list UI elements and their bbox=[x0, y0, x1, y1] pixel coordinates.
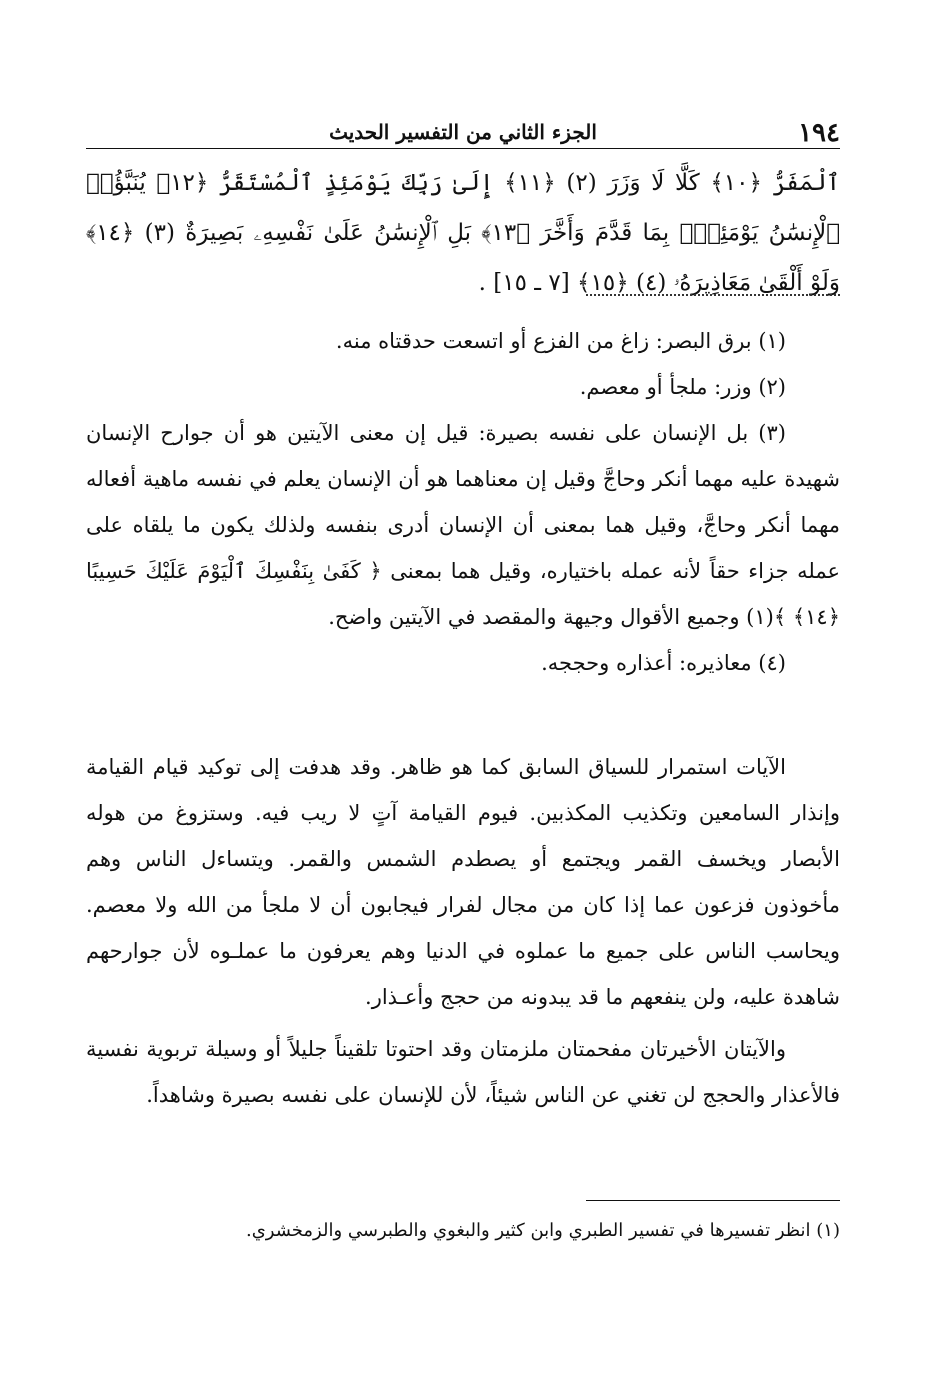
page-number: ١٩٤ bbox=[798, 118, 840, 148]
footnote: (١) انظر تفسيرها في تفسير الطبري وابن كثير والبغوي والطبرسي والزمخشري. bbox=[245, 1220, 840, 1241]
gloss-note-1: (١) برق البصر: زاغ من الفزع أو اتسعت حدقتاه منه. bbox=[335, 329, 786, 353]
footnote-separator bbox=[586, 1200, 840, 1201]
dotted-separator bbox=[586, 294, 840, 296]
commentary-paragraph-2: والآيتان الأخيرتان مفحمتان ملزمتان وقد احتوتا تلقيناً جليلاً أو وسيلة تربوية نفسية فالأعذار والحجج لن تغني عن الناس شيئاً، لأن للإنسان على نفسه بصيرة وشاهداً. bbox=[86, 1037, 840, 1107]
gloss-note-3: (٣) بل الإنسان على نفسه بصيرة: قيل إن معنى الآيتين هو أن جوارح الإنسان شهيدة عليه مهما أنكر وحاجَّ وقيل إن معناهما هو أن الإنسان يعلم في نفسه ماهية أفعاله مهما أنكر وحاجَّ، وقيل هما بمعنى أن الإنسان أدرى بنفسه ولذلك يكون ما يلقاه على عمله جزاء حقاً لأنه عمله باختياره، وقيل هما بمعنى ﴿ كَفَىٰ بِنَفْسِكَ ٱلْيَوْمَ عَلَيْكَ حَسِيبًا ﴿١٤﴾ ﴾(١) وجميع الأقوال وجيهة والمقصد في الآيتين واضح. bbox=[86, 421, 840, 629]
commentary-body bbox=[86, 744, 840, 1118]
quran-verses: ٱلْمَفَرُّ ﴿١٠﴾ كَلَّا لَا وَزَرَ (٢) ﴿١١﴾ إِلَىٰ رَبِّكَ يَوْمَئِذٍ ٱلْمُسْتَقَرُّ ﴿١٢﴾ يُنَبَّؤُا۟ ٱلْإِنسَٰنُ يَوْمَئِذٍۭ بِمَا قَدَّمَ وَأَخَّرَ ﴿١٣﴾ بَلِ ٱلْإِنسَٰنُ عَلَىٰ نَفْسِهِۦ بَصِيرَةٌ (٣) ﴿١٤﴾ وَلَوْ أَلْقَىٰ مَعَاذِيرَهُۥ (٤) ﴿١٥﴾ [٧ ـ ١٥] . bbox=[86, 170, 841, 296]
gloss-note-2: (٢) وزر: ملجأ أو معصم. bbox=[579, 375, 786, 399]
gloss-note-4: (٤) معاذيره: أعذاره وحججه. bbox=[541, 651, 786, 675]
glossary-notes bbox=[86, 318, 840, 686]
running-title: الجزء الثاني من التفسير الحديث bbox=[329, 120, 597, 144]
commentary-paragraph-1: الآيات استمرار للسياق السابق كما هو ظاهر. وقد هدفت إلى توكيد قيام القيامة وإنذار السامعين وتكذيب المكذبين. فيوم القيامة آتٍ لا ريب فيه. وستزوغ من هوله الأبصار ويخسف القمر ويجتمع أو يصطدم الشمس والقمر. ويتساءل الناس وهم مأخوذون فزعون عما إذا كان من مجال لفرار فيجابون أن لا ملجأ من الله ولا معصم. ويحاسب الناس على جميع ما عملوه في الدنيا وهم يعرفون ما عملـوه لأن جوارحهم شاهدة عليه، ولن ينفعهم ما قد يبدونه من حجج وأعـذار. bbox=[86, 755, 840, 1009]
page-header bbox=[86, 112, 840, 149]
